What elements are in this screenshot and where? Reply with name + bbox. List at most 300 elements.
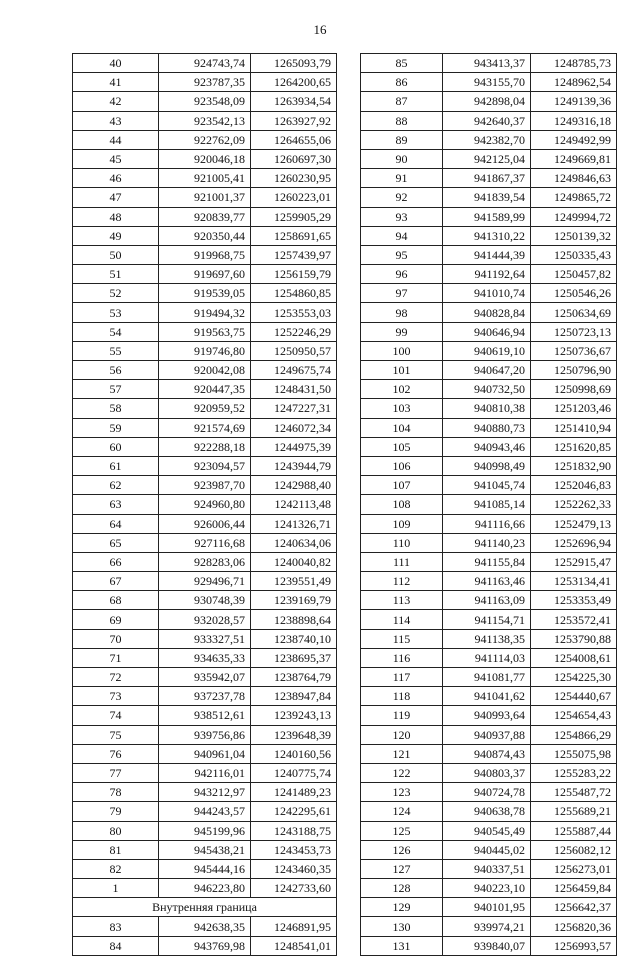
y-coordinate-cell: 1256993,57 <box>531 936 617 955</box>
table-row <box>73 495 337 514</box>
x-coordinate-cell: 923787,35 <box>159 73 251 92</box>
point-number-cell: 80 <box>73 821 159 840</box>
x-coordinate-cell: 923548,09 <box>159 92 251 111</box>
x-coordinate-cell: 940223,10 <box>443 879 531 898</box>
x-coordinate-cell: 940961,04 <box>159 744 251 763</box>
y-coordinate-cell: 1254866,29 <box>531 725 617 744</box>
point-number-cell: 68 <box>73 591 159 610</box>
y-coordinate-cell: 1240040,82 <box>251 552 337 571</box>
x-coordinate-cell: 935942,07 <box>159 668 251 687</box>
x-coordinate-cell: 920959,52 <box>159 399 251 418</box>
point-number-cell: 76 <box>73 744 159 763</box>
x-coordinate-cell: 941116,66 <box>443 514 531 533</box>
y-coordinate-cell: 1255487,72 <box>531 783 617 802</box>
table-row <box>361 303 617 322</box>
y-coordinate-cell: 1241489,23 <box>251 783 337 802</box>
point-number-cell: 64 <box>73 514 159 533</box>
point-number-cell: 69 <box>73 610 159 629</box>
y-coordinate-cell: 1244975,39 <box>251 437 337 456</box>
y-coordinate-cell: 1254008,61 <box>531 648 617 667</box>
x-coordinate-cell: 919563,75 <box>159 322 251 341</box>
table-row <box>361 495 617 514</box>
x-coordinate-cell: 941045,74 <box>443 476 531 495</box>
point-number-cell: 87 <box>361 92 443 111</box>
point-number-cell: 62 <box>73 476 159 495</box>
y-coordinate-cell: 1255887,44 <box>531 821 617 840</box>
point-number-cell: 126 <box>361 840 443 859</box>
point-number-cell: 123 <box>361 783 443 802</box>
y-coordinate-cell: 1264655,06 <box>251 130 337 149</box>
x-coordinate-cell: 920447,35 <box>159 380 251 399</box>
point-number-cell: 108 <box>361 495 443 514</box>
point-number-cell: 67 <box>73 572 159 591</box>
y-coordinate-cell: 1254654,43 <box>531 706 617 725</box>
table-row <box>361 610 617 629</box>
table-row <box>73 456 337 475</box>
x-coordinate-cell: 943413,37 <box>443 54 531 73</box>
table-row <box>361 783 617 802</box>
x-coordinate-cell: 941085,14 <box>443 495 531 514</box>
y-coordinate-cell: 1260223,01 <box>251 188 337 207</box>
point-number-cell: 90 <box>361 149 443 168</box>
y-coordinate-cell: 1256159,79 <box>251 265 337 284</box>
x-coordinate-cell: 942898,04 <box>443 92 531 111</box>
table-row <box>73 552 337 571</box>
table-row <box>73 859 337 878</box>
y-coordinate-cell: 1250723,13 <box>531 322 617 341</box>
table-row <box>73 111 337 130</box>
y-coordinate-cell: 1240160,56 <box>251 744 337 763</box>
x-coordinate-cell: 940638,78 <box>443 802 531 821</box>
point-number-cell: 82 <box>73 859 159 878</box>
y-coordinate-cell: 1259905,29 <box>251 207 337 226</box>
point-number-cell: 45 <box>73 149 159 168</box>
x-coordinate-cell: 929496,71 <box>159 572 251 591</box>
x-coordinate-cell: 924743,74 <box>159 54 251 73</box>
coordinates-table-left <box>72 53 337 956</box>
y-coordinate-cell: 1252246,29 <box>251 322 337 341</box>
x-coordinate-cell: 940545,49 <box>443 821 531 840</box>
y-coordinate-cell: 1251832,90 <box>531 456 617 475</box>
y-coordinate-cell: 1238740,10 <box>251 629 337 648</box>
y-coordinate-cell: 1242988,40 <box>251 476 337 495</box>
table-row <box>361 514 617 533</box>
point-number-cell: 49 <box>73 226 159 245</box>
table-row <box>361 572 617 591</box>
point-number-cell: 61 <box>73 456 159 475</box>
y-coordinate-cell: 1254860,85 <box>251 284 337 303</box>
table-row <box>361 92 617 111</box>
point-number-cell: 89 <box>361 130 443 149</box>
y-coordinate-cell: 1257439,97 <box>251 245 337 264</box>
point-number-cell: 60 <box>73 437 159 456</box>
table-row <box>73 840 337 859</box>
x-coordinate-cell: 941839,54 <box>443 188 531 207</box>
x-coordinate-cell: 920042,08 <box>159 361 251 380</box>
point-number-cell: 59 <box>73 418 159 437</box>
table-row <box>73 188 337 207</box>
table-row <box>73 514 337 533</box>
point-number-cell: 43 <box>73 111 159 130</box>
point-number-cell: 52 <box>73 284 159 303</box>
table-row <box>73 725 337 744</box>
point-number-cell: 101 <box>361 361 443 380</box>
table-row <box>361 648 617 667</box>
table-row <box>361 821 617 840</box>
point-number-cell: 85 <box>361 54 443 73</box>
x-coordinate-cell: 943212,97 <box>159 783 251 802</box>
point-number-cell: 106 <box>361 456 443 475</box>
x-coordinate-cell: 923987,70 <box>159 476 251 495</box>
table-row <box>361 687 617 706</box>
x-coordinate-cell: 940810,38 <box>443 399 531 418</box>
y-coordinate-cell: 1255689,21 <box>531 802 617 821</box>
table-row <box>73 936 337 955</box>
table-row <box>361 802 617 821</box>
y-coordinate-cell: 1249669,81 <box>531 149 617 168</box>
y-coordinate-cell: 1249675,74 <box>251 361 337 380</box>
y-coordinate-cell: 1255075,98 <box>531 744 617 763</box>
table-row <box>73 917 337 936</box>
point-number-cell: 118 <box>361 687 443 706</box>
y-coordinate-cell: 1252046,83 <box>531 476 617 495</box>
table-row <box>73 303 337 322</box>
point-number-cell: 50 <box>73 245 159 264</box>
y-coordinate-cell: 1255283,22 <box>531 763 617 782</box>
table-row <box>361 552 617 571</box>
x-coordinate-cell: 941444,39 <box>443 245 531 264</box>
y-coordinate-cell: 1253134,41 <box>531 572 617 591</box>
y-coordinate-cell: 1263927,92 <box>251 111 337 130</box>
x-coordinate-cell: 940101,95 <box>443 898 531 917</box>
table-row <box>73 54 337 73</box>
table-row <box>361 668 617 687</box>
y-coordinate-cell: 1254440,67 <box>531 687 617 706</box>
table-row <box>361 763 617 782</box>
x-coordinate-cell: 940937,88 <box>443 725 531 744</box>
y-coordinate-cell: 1248785,73 <box>531 54 617 73</box>
x-coordinate-cell: 919746,80 <box>159 341 251 360</box>
x-coordinate-cell: 920839,77 <box>159 207 251 226</box>
y-coordinate-cell: 1250546,26 <box>531 284 617 303</box>
table-row <box>73 418 337 437</box>
x-coordinate-cell: 940732,50 <box>443 380 531 399</box>
table-row <box>73 821 337 840</box>
y-coordinate-cell: 1251203,46 <box>531 399 617 418</box>
x-coordinate-cell: 941010,74 <box>443 284 531 303</box>
point-number-cell: 78 <box>73 783 159 802</box>
point-number-cell: 107 <box>361 476 443 495</box>
point-number-cell: 115 <box>361 629 443 648</box>
x-coordinate-cell: 919968,75 <box>159 245 251 264</box>
point-number-cell: 109 <box>361 514 443 533</box>
x-coordinate-cell: 941154,71 <box>443 610 531 629</box>
y-coordinate-cell: 1250335,43 <box>531 245 617 264</box>
x-coordinate-cell: 940828,84 <box>443 303 531 322</box>
y-coordinate-cell: 1240634,06 <box>251 533 337 552</box>
table-row <box>361 533 617 552</box>
table-row <box>73 149 337 168</box>
y-coordinate-cell: 1252696,94 <box>531 533 617 552</box>
point-number-cell: 65 <box>73 533 159 552</box>
y-coordinate-cell: 1249492,99 <box>531 130 617 149</box>
table-row <box>73 130 337 149</box>
table-row <box>361 265 617 284</box>
table-row <box>361 725 617 744</box>
point-number-cell: 128 <box>361 879 443 898</box>
table-row <box>73 763 337 782</box>
x-coordinate-cell: 940646,94 <box>443 322 531 341</box>
point-number-cell: 47 <box>73 188 159 207</box>
x-coordinate-cell: 940803,37 <box>443 763 531 782</box>
point-number-cell: 70 <box>73 629 159 648</box>
point-number-cell: 81 <box>73 840 159 859</box>
point-number-cell: 55 <box>73 341 159 360</box>
point-number-cell: 116 <box>361 648 443 667</box>
y-coordinate-cell: 1251620,85 <box>531 437 617 456</box>
point-number-cell: 57 <box>73 380 159 399</box>
y-coordinate-cell: 1253553,03 <box>251 303 337 322</box>
point-number-cell: 110 <box>361 533 443 552</box>
table-row <box>361 130 617 149</box>
table-row <box>73 380 337 399</box>
point-number-cell: 102 <box>361 380 443 399</box>
x-coordinate-cell: 941163,46 <box>443 572 531 591</box>
y-coordinate-cell: 1238695,37 <box>251 648 337 667</box>
x-coordinate-cell: 941589,99 <box>443 207 531 226</box>
x-coordinate-cell: 934635,33 <box>159 648 251 667</box>
x-coordinate-cell: 926006,44 <box>159 514 251 533</box>
y-coordinate-cell: 1250950,57 <box>251 341 337 360</box>
point-number-cell: 93 <box>361 207 443 226</box>
table-row <box>73 226 337 245</box>
table-row <box>361 284 617 303</box>
table-row <box>361 226 617 245</box>
table-row <box>73 361 337 380</box>
table-row <box>73 476 337 495</box>
point-number-cell: 42 <box>73 92 159 111</box>
point-number-cell: 56 <box>73 361 159 380</box>
point-number-cell: 54 <box>73 322 159 341</box>
x-coordinate-cell: 938512,61 <box>159 706 251 725</box>
x-coordinate-cell: 941114,03 <box>443 648 531 667</box>
y-coordinate-cell: 1239243,13 <box>251 706 337 725</box>
x-coordinate-cell: 945199,96 <box>159 821 251 840</box>
x-coordinate-cell: 940619,10 <box>443 341 531 360</box>
table-row <box>361 169 617 188</box>
point-number-cell: 58 <box>73 399 159 418</box>
table-row <box>361 476 617 495</box>
x-coordinate-cell: 942116,01 <box>159 763 251 782</box>
point-number-cell: 99 <box>361 322 443 341</box>
table-row <box>73 73 337 92</box>
table-row <box>73 169 337 188</box>
table-row <box>73 341 337 360</box>
table-row <box>73 284 337 303</box>
y-coordinate-cell: 1239648,39 <box>251 725 337 744</box>
x-coordinate-cell: 941140,23 <box>443 533 531 552</box>
table-row <box>73 437 337 456</box>
y-coordinate-cell: 1265093,79 <box>251 54 337 73</box>
table-row <box>73 610 337 629</box>
table-row <box>73 687 337 706</box>
x-coordinate-cell: 945438,21 <box>159 840 251 859</box>
x-coordinate-cell: 940993,64 <box>443 706 531 725</box>
table-row <box>73 591 337 610</box>
y-coordinate-cell: 1242733,60 <box>251 879 337 898</box>
coordinates-table-right <box>360 53 617 956</box>
x-coordinate-cell: 920350,44 <box>159 226 251 245</box>
point-number-cell: 48 <box>73 207 159 226</box>
y-coordinate-cell: 1260230,95 <box>251 169 337 188</box>
point-number-cell: 111 <box>361 552 443 571</box>
y-coordinate-cell: 1248431,50 <box>251 380 337 399</box>
y-coordinate-cell: 1241326,71 <box>251 514 337 533</box>
table-row <box>361 629 617 648</box>
table-row <box>73 706 337 725</box>
y-coordinate-cell: 1238947,84 <box>251 687 337 706</box>
x-coordinate-cell: 932028,57 <box>159 610 251 629</box>
point-number-cell: 75 <box>73 725 159 744</box>
y-coordinate-cell: 1263934,54 <box>251 92 337 111</box>
y-coordinate-cell: 1250634,69 <box>531 303 617 322</box>
y-coordinate-cell: 1248541,01 <box>251 936 337 955</box>
table-row <box>73 802 337 821</box>
x-coordinate-cell: 940880,73 <box>443 418 531 437</box>
x-coordinate-cell: 941155,84 <box>443 552 531 571</box>
table-row <box>361 859 617 878</box>
y-coordinate-cell: 1242113,48 <box>251 495 337 514</box>
table-row <box>361 380 617 399</box>
x-coordinate-cell: 940337,51 <box>443 859 531 878</box>
table-row <box>361 361 617 380</box>
x-coordinate-cell: 921001,37 <box>159 188 251 207</box>
x-coordinate-cell: 940998,49 <box>443 456 531 475</box>
point-number-cell: 117 <box>361 668 443 687</box>
x-coordinate-cell: 941867,37 <box>443 169 531 188</box>
y-coordinate-cell: 1250796,90 <box>531 361 617 380</box>
x-coordinate-cell: 942640,37 <box>443 111 531 130</box>
point-number-cell: 92 <box>361 188 443 207</box>
x-coordinate-cell: 919494,32 <box>159 303 251 322</box>
table-row <box>73 265 337 284</box>
y-coordinate-cell: 1246072,34 <box>251 418 337 437</box>
table-row <box>73 245 337 264</box>
x-coordinate-cell: 941138,35 <box>443 629 531 648</box>
y-coordinate-cell: 1253790,88 <box>531 629 617 648</box>
table-row <box>73 648 337 667</box>
table-row <box>361 399 617 418</box>
x-coordinate-cell: 939756,86 <box>159 725 251 744</box>
y-coordinate-cell: 1256459,84 <box>531 879 617 898</box>
x-coordinate-cell: 927116,68 <box>159 533 251 552</box>
point-number-cell: 63 <box>73 495 159 514</box>
table-row <box>361 917 617 936</box>
y-coordinate-cell: 1238898,64 <box>251 610 337 629</box>
point-number-cell: 44 <box>73 130 159 149</box>
point-number-cell: 124 <box>361 802 443 821</box>
point-number-cell: 121 <box>361 744 443 763</box>
point-number-cell: 129 <box>361 898 443 917</box>
y-coordinate-cell: 1250736,67 <box>531 341 617 360</box>
x-coordinate-cell: 940445,02 <box>443 840 531 859</box>
y-coordinate-cell: 1252479,13 <box>531 514 617 533</box>
y-coordinate-cell: 1243460,35 <box>251 859 337 878</box>
y-coordinate-cell: 1250457,82 <box>531 265 617 284</box>
x-coordinate-cell: 941041,62 <box>443 687 531 706</box>
y-coordinate-cell: 1256642,37 <box>531 898 617 917</box>
x-coordinate-cell: 921005,41 <box>159 169 251 188</box>
point-number-cell: 53 <box>73 303 159 322</box>
x-coordinate-cell: 941081,77 <box>443 668 531 687</box>
point-number-cell: 95 <box>361 245 443 264</box>
x-coordinate-cell: 944243,57 <box>159 802 251 821</box>
point-number-cell: 103 <box>361 399 443 418</box>
y-coordinate-cell: 1253572,41 <box>531 610 617 629</box>
x-coordinate-cell: 943155,70 <box>443 73 531 92</box>
point-number-cell: 79 <box>73 802 159 821</box>
x-coordinate-cell: 928283,06 <box>159 552 251 571</box>
x-coordinate-cell: 945444,16 <box>159 859 251 878</box>
x-coordinate-cell: 933327,51 <box>159 629 251 648</box>
point-number-cell: 73 <box>73 687 159 706</box>
y-coordinate-cell: 1256273,01 <box>531 859 617 878</box>
table-row <box>361 418 617 437</box>
point-number-cell: 46 <box>73 169 159 188</box>
y-coordinate-cell: 1254225,30 <box>531 668 617 687</box>
y-coordinate-cell: 1240775,74 <box>251 763 337 782</box>
x-coordinate-cell: 922288,18 <box>159 437 251 456</box>
y-coordinate-cell: 1256082,12 <box>531 840 617 859</box>
y-coordinate-cell: 1246891,95 <box>251 917 337 936</box>
y-coordinate-cell: 1247227,31 <box>251 399 337 418</box>
table-row <box>73 744 337 763</box>
point-number-cell: 113 <box>361 591 443 610</box>
y-coordinate-cell: 1249865,72 <box>531 188 617 207</box>
y-coordinate-cell: 1239169,79 <box>251 591 337 610</box>
table-row <box>361 322 617 341</box>
table-row <box>73 572 337 591</box>
y-coordinate-cell: 1239551,49 <box>251 572 337 591</box>
point-number-cell: 96 <box>361 265 443 284</box>
x-coordinate-cell: 924960,80 <box>159 495 251 514</box>
table-row <box>73 879 337 898</box>
x-coordinate-cell: 943769,98 <box>159 936 251 955</box>
x-coordinate-cell: 923542,13 <box>159 111 251 130</box>
table-row <box>361 456 617 475</box>
point-number-cell: 125 <box>361 821 443 840</box>
table-row <box>73 207 337 226</box>
table-row <box>361 111 617 130</box>
table-row <box>361 936 617 955</box>
x-coordinate-cell: 941310,22 <box>443 226 531 245</box>
y-coordinate-cell: 1253353,49 <box>531 591 617 610</box>
x-coordinate-cell: 921574,69 <box>159 418 251 437</box>
point-number-cell: 105 <box>361 437 443 456</box>
point-number-cell: 83 <box>73 917 159 936</box>
y-coordinate-cell: 1252262,33 <box>531 495 617 514</box>
table-row <box>361 73 617 92</box>
table-row <box>73 783 337 802</box>
point-number-cell: 40 <box>73 54 159 73</box>
point-number-cell: 1 <box>73 879 159 898</box>
point-number-cell: 127 <box>361 859 443 878</box>
y-coordinate-cell: 1258691,65 <box>251 226 337 245</box>
table-row <box>361 591 617 610</box>
table-row <box>361 245 617 264</box>
x-coordinate-cell: 941163,09 <box>443 591 531 610</box>
x-coordinate-cell: 920046,18 <box>159 149 251 168</box>
